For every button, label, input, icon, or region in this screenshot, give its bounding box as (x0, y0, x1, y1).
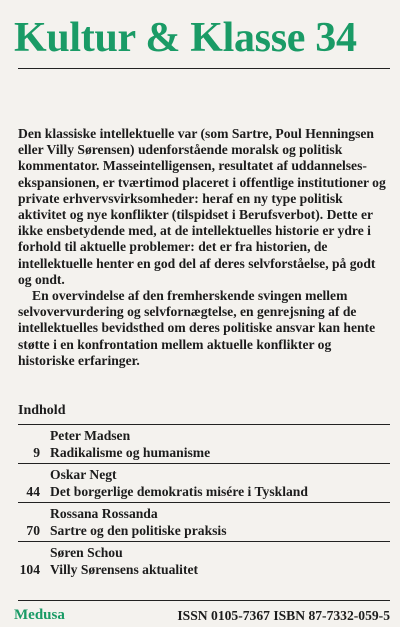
toc-article-title: Villy Sørensens aktualitet (50, 562, 199, 577)
toc-page-number: 104 (19, 562, 40, 577)
toc-article-title: Radikalisme og humanisme (50, 445, 211, 460)
toc-entry (18, 463, 390, 502)
contents-heading: Indhold (18, 403, 66, 418)
toc-page-number: 9 (33, 445, 40, 460)
toc-author: Rossana Rossanda (50, 506, 158, 521)
bottom-divider (18, 600, 390, 601)
issn-isbn: ISSN 0105-7367 ISBN 87-7332-059-5 (177, 608, 390, 623)
toc-article-title: Det borgerlige demokratis misére i Tyskland (50, 484, 308, 499)
journal-title: Kultur & Klasse 34 (14, 15, 357, 61)
toc-entry (18, 424, 390, 463)
toc-author: Oskar Negt (50, 467, 117, 482)
top-divider (18, 68, 390, 69)
intro-paragraph-1: Den klassiske intellektuelle var (som Sartre, Poul Henningsen eller Villy Sørensen) udenforstående moralsk og politisk kommentator. Masseintelligensen, resultatet af uddannelses-ekspansionen, er tværtimod placeret i offentlige institutioner og private erhvervsvirksomheder: heraf en ny type politisk aktivitet og nye konflikter (tilspidset i Berufsverbot). Dette er ikke ensbetydende med, at de intellektuelles historie er ydre i forhold til aktuelle problemer: det er fra historien, de intellektuelle henter en god del af deres selvforståelse, på godt og ondt. (18, 126, 386, 287)
publisher-name: Medusa (14, 607, 65, 623)
toc-entry (18, 541, 390, 580)
intro-paragraph-2: En overvindelse af den fremherskende svingen mellem selvovervurdering og selvfornægtelse, en genrejsning af de intellektuelles bevidsthed om deres politiske ansvar kan hente støtte i en konfrontation mellem aktuelle konflikter og historiske erfaringer. (18, 288, 376, 368)
intro-text (18, 126, 390, 369)
toc-page-number: 44 (26, 484, 40, 499)
toc-page-number: 70 (26, 523, 40, 538)
toc-author: Peter Madsen (50, 428, 131, 443)
toc-author: Søren Schou (50, 545, 123, 560)
table-of-contents (18, 424, 390, 580)
toc-article-title: Sartre og den politiske praksis (50, 523, 227, 538)
toc-entry (18, 502, 390, 541)
